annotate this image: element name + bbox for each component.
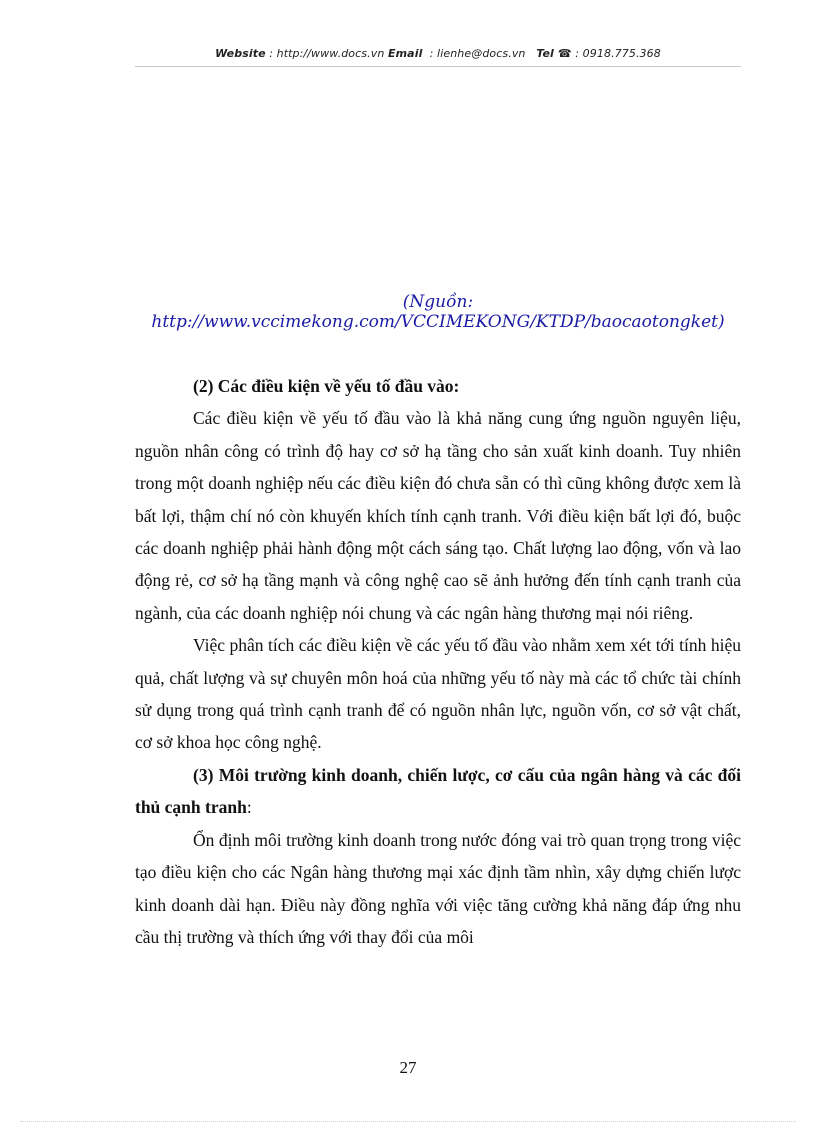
email-address[interactable]: : lienhe@docs.vn bbox=[422, 47, 537, 60]
section-2-paragraph-2: Việc phân tích các điều kiện về các yếu tố đầu vào nhằm xem xét tới tính hiệu quả, chất lượng và sự chuyên môn hoá của những yếu tố này mà các tổ chức tài chính sử dụng trong quá trình cạnh tranh để có nguồn nhân lực, nguồn vốn, cơ sở vật chất, cơ sở khoa học công nghệ. bbox=[135, 635, 741, 753]
section-3-heading: (3) Môi trường kinh doanh, chiến lược, cơ cấu của ngân hàng và các đối thủ cạnh tranh bbox=[135, 764, 741, 818]
section-3-heading-colon: : bbox=[246, 797, 252, 818]
source-note: (Nguồn: http://www.vccimekong.com/VCCIMEKONG/KTDP/baocaotongket) bbox=[151, 292, 725, 332]
footer-divider bbox=[20, 1121, 796, 1122]
website-label: Website bbox=[215, 47, 266, 60]
email-label: Email bbox=[388, 47, 423, 60]
page-header bbox=[135, 47, 741, 60]
section-2-heading: (2) Các điều kiện về yếu tố đầu vào: bbox=[193, 376, 460, 396]
tel-label: Tel bbox=[536, 47, 558, 60]
phone-icon: ☎ bbox=[557, 47, 572, 60]
page-number: 27 bbox=[399, 1058, 417, 1077]
document-body bbox=[135, 370, 741, 953]
section-2-paragraph-1: Các điều kiện về yếu tố đầu vào là khả năng cung ứng nguồn nguyên liệu, nguồn nhân công có trình độ hay cơ sở hạ tầng cho sản xuất kinh doanh. Tuy nhiên trong một doanh nghiệp nếu các điều kiện đó chưa sẵn có thì cũng không được xem là bất lợi, thậm chí nó còn khuyến khích tính cạnh tranh. Với điều kiện bất lợi đó, buộc các doanh nghiệp phải hành động một cách sáng tạo. Chất lượng lao động, vốn và lao động rẻ, cơ sở hạ tầng mạnh và công nghệ cao sẽ ảnh hưởng đến tính cạnh tranh của ngành, của các doanh nghiệp nói chung và các ngân hàng thương mại nói riêng. bbox=[135, 408, 741, 623]
section-3-paragraph-1: Ổn định môi trường kinh doanh trong nước đóng vai trò quan trọng trong việc tạo điều kiện cho các Ngân hàng thương mại xác định tầm nhìn, xây dựng chiến lược kinh doanh dài hạn. Điều này đồng nghĩa với việc tăng cường khả năng đáp ứng nhu cầu thị trường và thích ứng với thay đổi của môi bbox=[135, 829, 741, 947]
website-url[interactable]: : http://www.docs.vn bbox=[265, 47, 388, 60]
tel-number: : 0918.775.368 bbox=[571, 47, 661, 60]
section-3-heading-line bbox=[135, 759, 741, 824]
header-divider bbox=[135, 66, 741, 67]
